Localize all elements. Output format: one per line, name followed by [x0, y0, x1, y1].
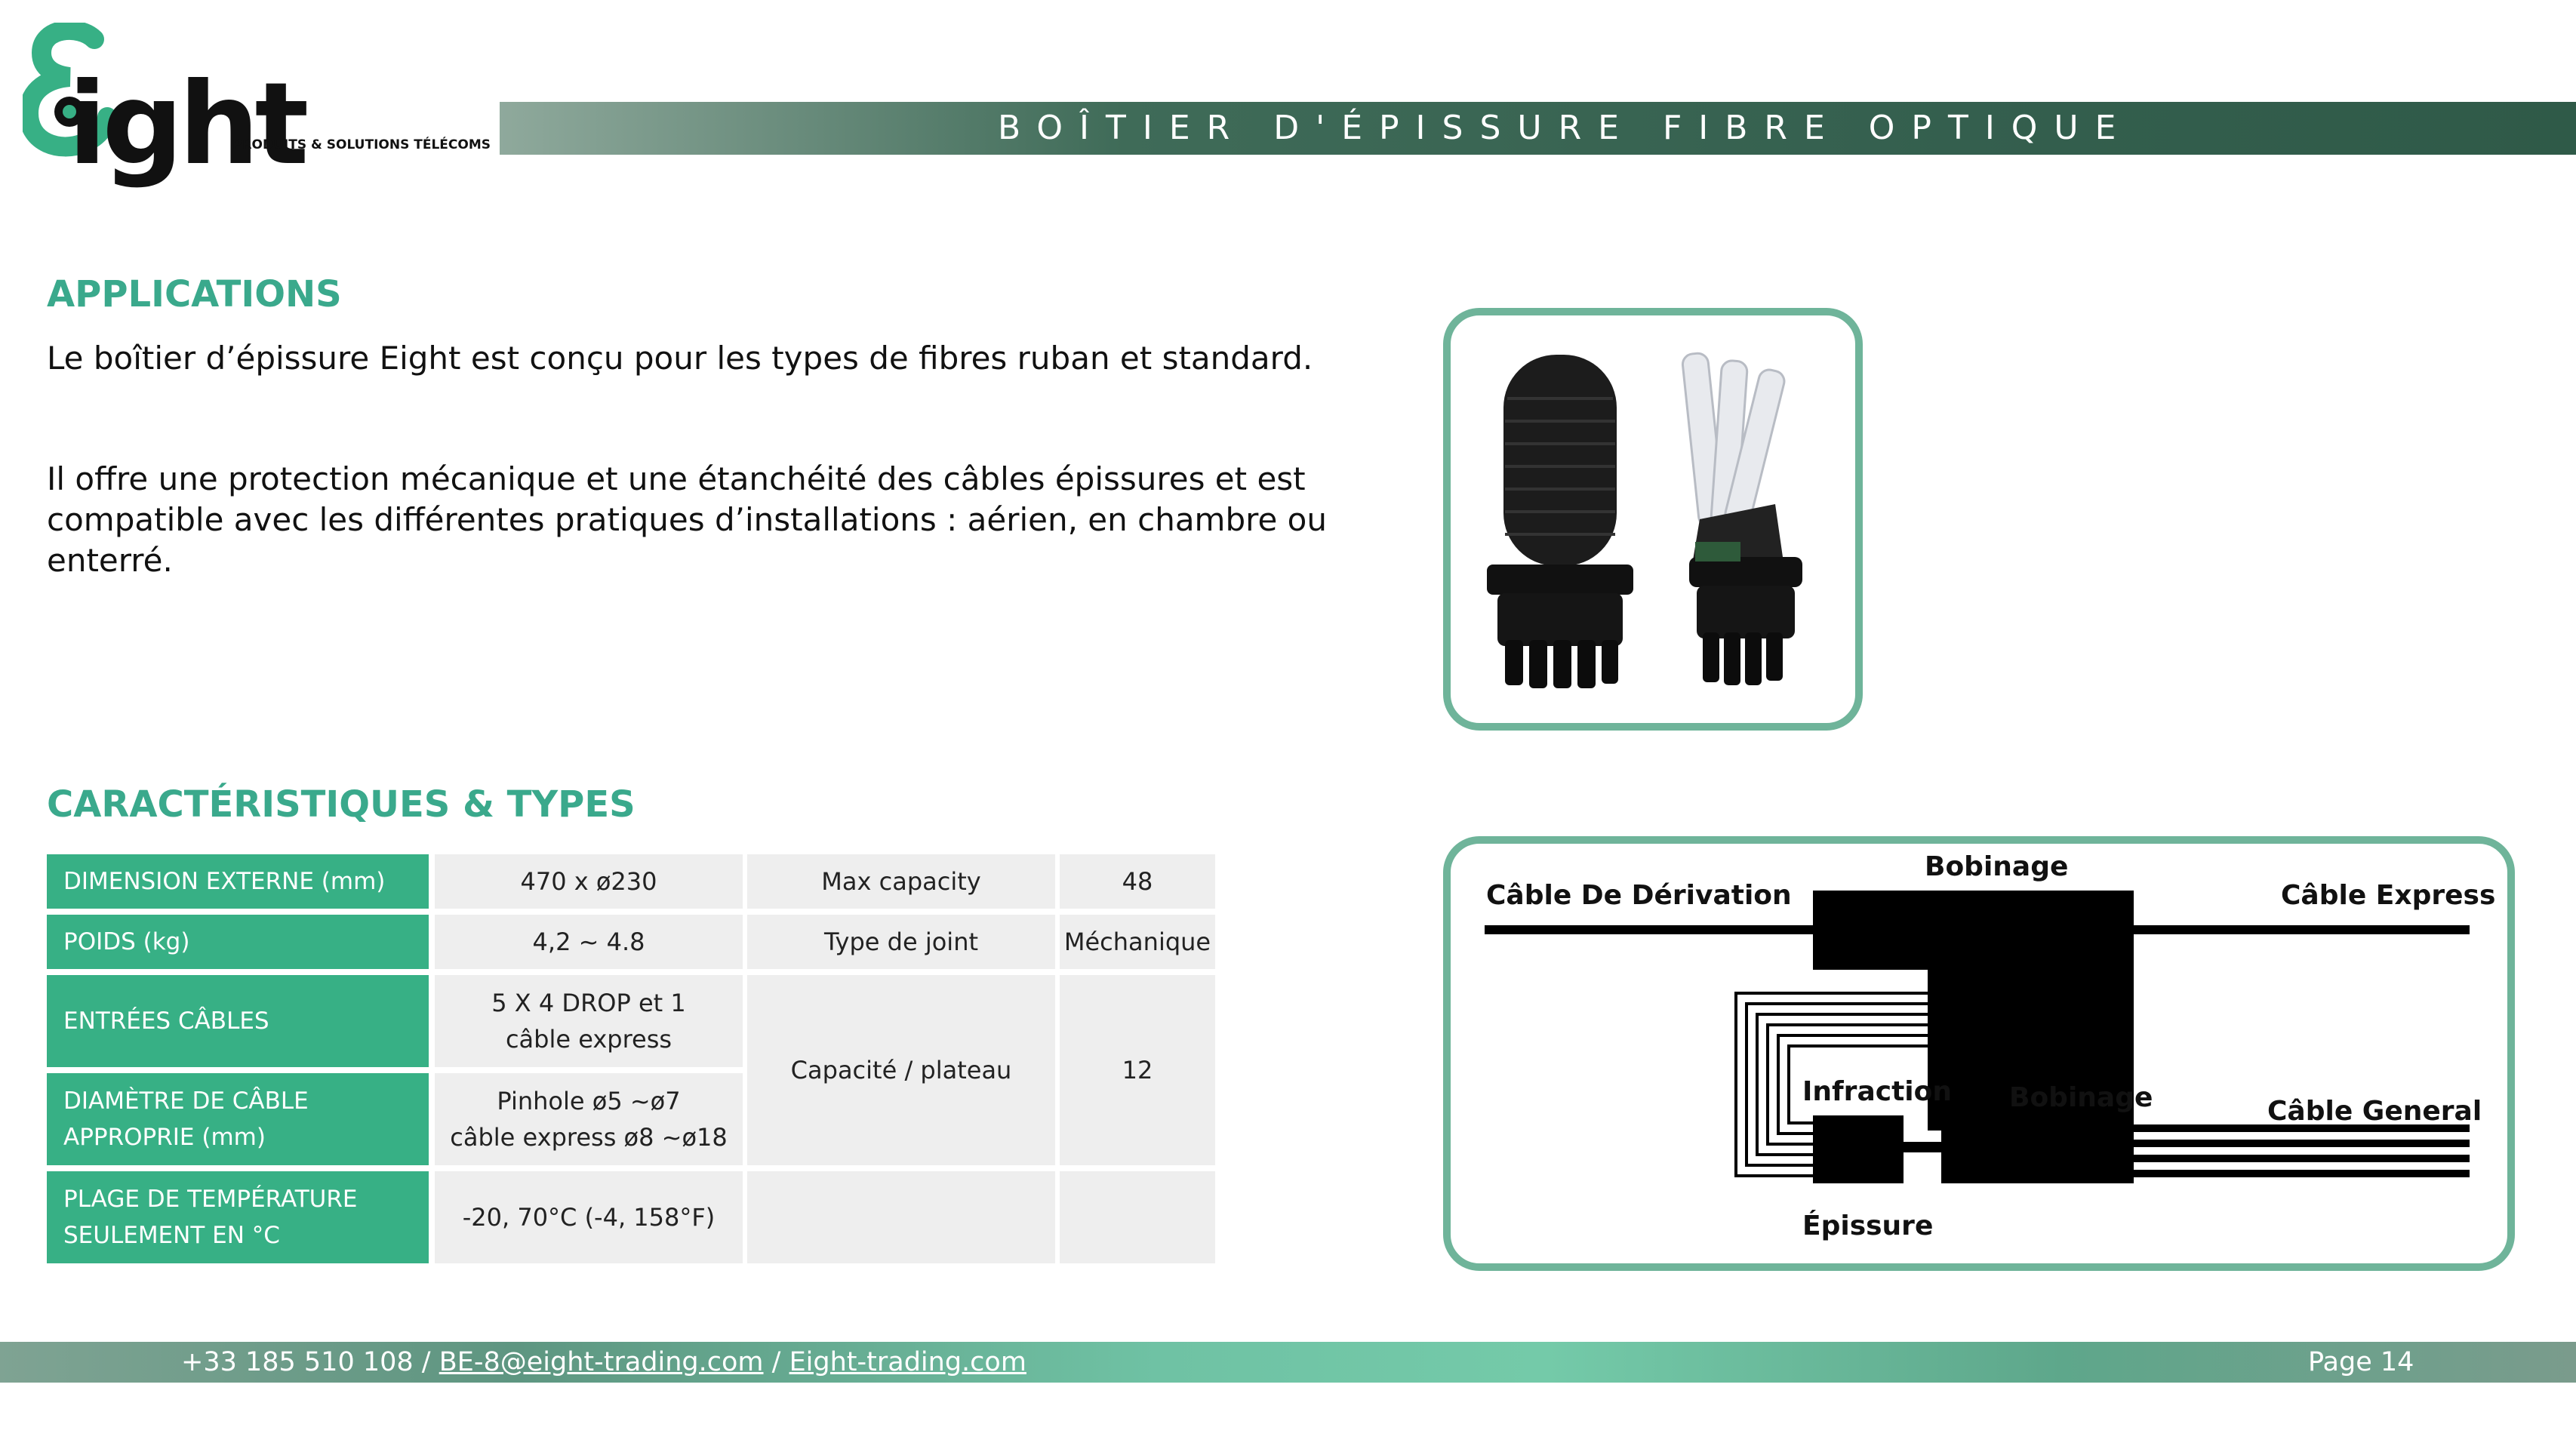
table-row-label: POIDS (kg)	[47, 915, 429, 969]
product-photo-frame	[1443, 308, 1863, 731]
footer-website-link[interactable]: Eight-trading.com	[789, 1347, 1026, 1377]
label-line-2: APPROPRIE (mm)	[63, 1124, 266, 1151]
label-line-1: PLAGE DE TEMPÉRATURE	[63, 1186, 358, 1213]
footer-email-link[interactable]: BE-8@eight-trading.com	[439, 1347, 764, 1377]
table-cell-value	[435, 1073, 743, 1165]
value-line-2: câble express ø8 ~ø18	[450, 1123, 728, 1152]
value-line-2: câble express	[505, 1025, 672, 1054]
table-row-label	[47, 1073, 429, 1165]
footer-separator: /	[763, 1347, 789, 1377]
footer-separator: /	[413, 1347, 439, 1377]
logo-tagline: PRODUITS & SOLUTIONS TÉLÉCOMS	[232, 137, 491, 152]
header-band	[500, 102, 2576, 155]
table-cell-value: -20, 70°C (-4, 158°F)	[435, 1171, 743, 1263]
table-cell-value: 470 x ø230	[435, 854, 743, 909]
splice-closure-photo	[1451, 315, 1855, 723]
table-side-value: Méchanique	[1060, 915, 1215, 969]
table-side-value: 12	[1060, 975, 1215, 1165]
label-cable-express: Câble Express	[2281, 880, 2496, 911]
table-side-value: 48	[1060, 854, 1215, 909]
table-side-label: Max capacity	[747, 854, 1055, 909]
value-line-1: Pinhole ø5 ~ø7	[497, 1087, 681, 1115]
table-empty-cell	[747, 1171, 1055, 1263]
label-line-2: SEULEMENT EN °C	[63, 1222, 280, 1249]
applications-paragraph-2: Il offre une protection mécanique et une étanchéité des câbles épissures et est compatible avec les différentes pratiques d’installations : aérien, en chambre ou enterré.	[47, 460, 1327, 579]
page-title: BOÎTIER D'ÉPISSURE FIBRE OPTIQUE	[998, 109, 2133, 147]
table-empty-cell	[1060, 1171, 1215, 1263]
table-cell-value	[435, 975, 743, 1067]
value-line-1: 5 X 4 DROP et 1	[491, 989, 686, 1017]
page-number: Page 14	[2308, 1347, 2414, 1377]
company-logo	[23, 23, 491, 190]
splice-diagram-frame	[1443, 836, 2515, 1271]
table-cell-value: 4,2 ~ 4.8	[435, 915, 743, 969]
footer-band	[0, 1342, 2576, 1383]
characteristics-heading: CARACTÉRISTIQUES & TYPES	[47, 783, 636, 826]
logo-wordmark: ight	[68, 59, 305, 190]
label-cable-derivation: Câble De Dérivation	[1486, 880, 1792, 911]
label-infraction: Infraction	[1802, 1076, 1952, 1107]
label-line-1: DIAMÈTRE DE CÂBLE	[63, 1088, 309, 1115]
label-epissure: Épissure	[1802, 1211, 1934, 1241]
table-row-label	[47, 1171, 429, 1263]
footer-contact	[181, 1346, 1026, 1378]
table-side-label: Type de joint	[747, 915, 1055, 969]
label-bobinage-bottom: Bobinage	[2009, 1082, 2153, 1113]
table-side-label: Capacité / plateau	[747, 975, 1055, 1165]
applications-heading: APPLICATIONS	[47, 273, 342, 315]
label-bobinage-top: Bobinage	[1925, 851, 2069, 882]
table-row-label: ENTRÉES CÂBLES	[47, 975, 429, 1067]
label-cable-general: Câble General	[2267, 1096, 2482, 1127]
applications-paragraph-1: Le boîtier d’épissure Eight est conçu pour les types de fibres ruban et standard.	[47, 340, 1313, 377]
table-row-label: DIMENSION EXTERNE (mm)	[47, 854, 429, 909]
footer-phone: +33 185 510 108	[181, 1347, 414, 1377]
